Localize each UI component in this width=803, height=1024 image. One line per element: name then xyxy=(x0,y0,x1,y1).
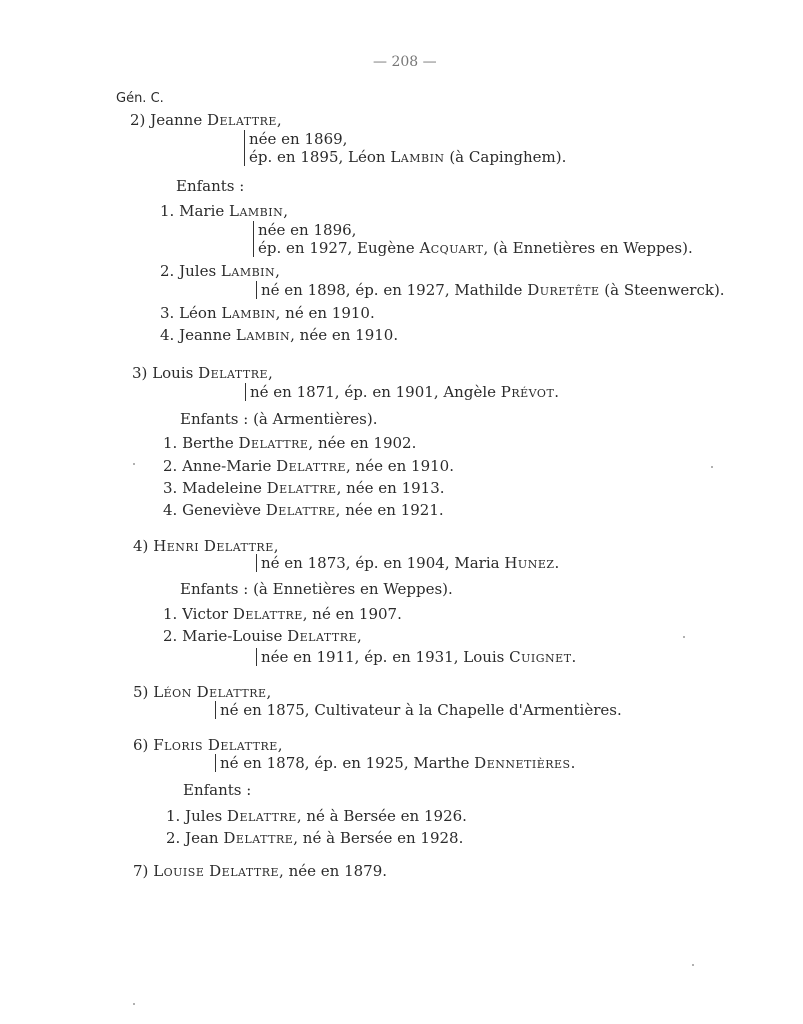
scan-speck xyxy=(133,463,135,465)
child-item: 1. Jules Delattre, né à Bersée en 1926. xyxy=(166,807,467,825)
child-item: 1. Marie Lambin, xyxy=(160,202,289,220)
enfants-label: Enfants : xyxy=(176,177,245,195)
entry-heading: 4) Henri Delattre, xyxy=(133,537,279,555)
entry-heading: 7) Louise Delattre, née en 1879. xyxy=(133,862,388,880)
scan-speck xyxy=(133,1003,135,1005)
child-item: 2. Marie-Louise Delattre, xyxy=(163,627,362,645)
child-detail: né en 1898, ép. en 1927, Mathilde Duretête (à Steenwerck). xyxy=(256,281,725,299)
generation-label: Gén. C. xyxy=(116,91,164,106)
child-item: 2. Anne-Marie Delattre, née en 1910. xyxy=(163,457,454,475)
entry-heading: 2) Jeanne Delattre, xyxy=(130,111,282,129)
entry-detail: née en 1869, xyxy=(244,130,347,148)
child-detail: née en 1896, xyxy=(253,221,356,239)
scan-speck xyxy=(711,466,713,468)
child-item: 1. Victor Delattre, né en 1907. xyxy=(163,605,402,623)
child-item: 2. Jules Lambin, xyxy=(160,262,280,280)
child-item: 2. Jean Delattre, né à Bersée en 1928. xyxy=(166,829,464,847)
entry-detail: né en 1871, ép. en 1901, Angèle Prévot. xyxy=(245,383,559,401)
child-item: 3. Léon Lambin, né en 1910. xyxy=(160,304,375,322)
scan-speck xyxy=(692,964,694,966)
scan-speck xyxy=(683,636,685,638)
child-item: 1. Berthe Delattre, née en 1902. xyxy=(163,434,417,452)
enfants-label: Enfants : xyxy=(183,781,252,799)
page-number: — 208 — xyxy=(373,54,437,70)
entry-heading: 6) Floris Delattre, xyxy=(133,736,283,754)
entry-heading: 5) Léon Delattre, xyxy=(133,683,272,701)
entry-detail: né en 1878, ép. en 1925, Marthe Dennetières. xyxy=(215,754,575,772)
child-detail: née en 1911, ép. en 1931, Louis Cuignet. xyxy=(256,648,576,666)
child-detail: ép. en 1927, Eugène Acquart, (à Ennetières en Weppes). xyxy=(253,239,693,257)
child-item: 4. Jeanne Lambin, née en 1910. xyxy=(160,326,399,344)
enfants-label: Enfants : (à Armentières). xyxy=(180,410,378,428)
child-item: 3. Madeleine Delattre, née en 1913. xyxy=(163,479,445,497)
child-item: 4. Geneviève Delattre, née en 1921. xyxy=(163,501,444,519)
entry-detail: né en 1875, Cultivateur à la Chapelle d'Armentières. xyxy=(215,701,622,719)
enfants-label: Enfants : (à Ennetières en Weppes). xyxy=(180,580,453,598)
entry-heading: 3) Louis Delattre, xyxy=(132,364,273,382)
entry-detail: né en 1873, ép. en 1904, Maria Hunez. xyxy=(256,554,559,572)
entry-detail: ép. en 1895, Léon Lambin (à Capinghem). xyxy=(244,148,566,166)
